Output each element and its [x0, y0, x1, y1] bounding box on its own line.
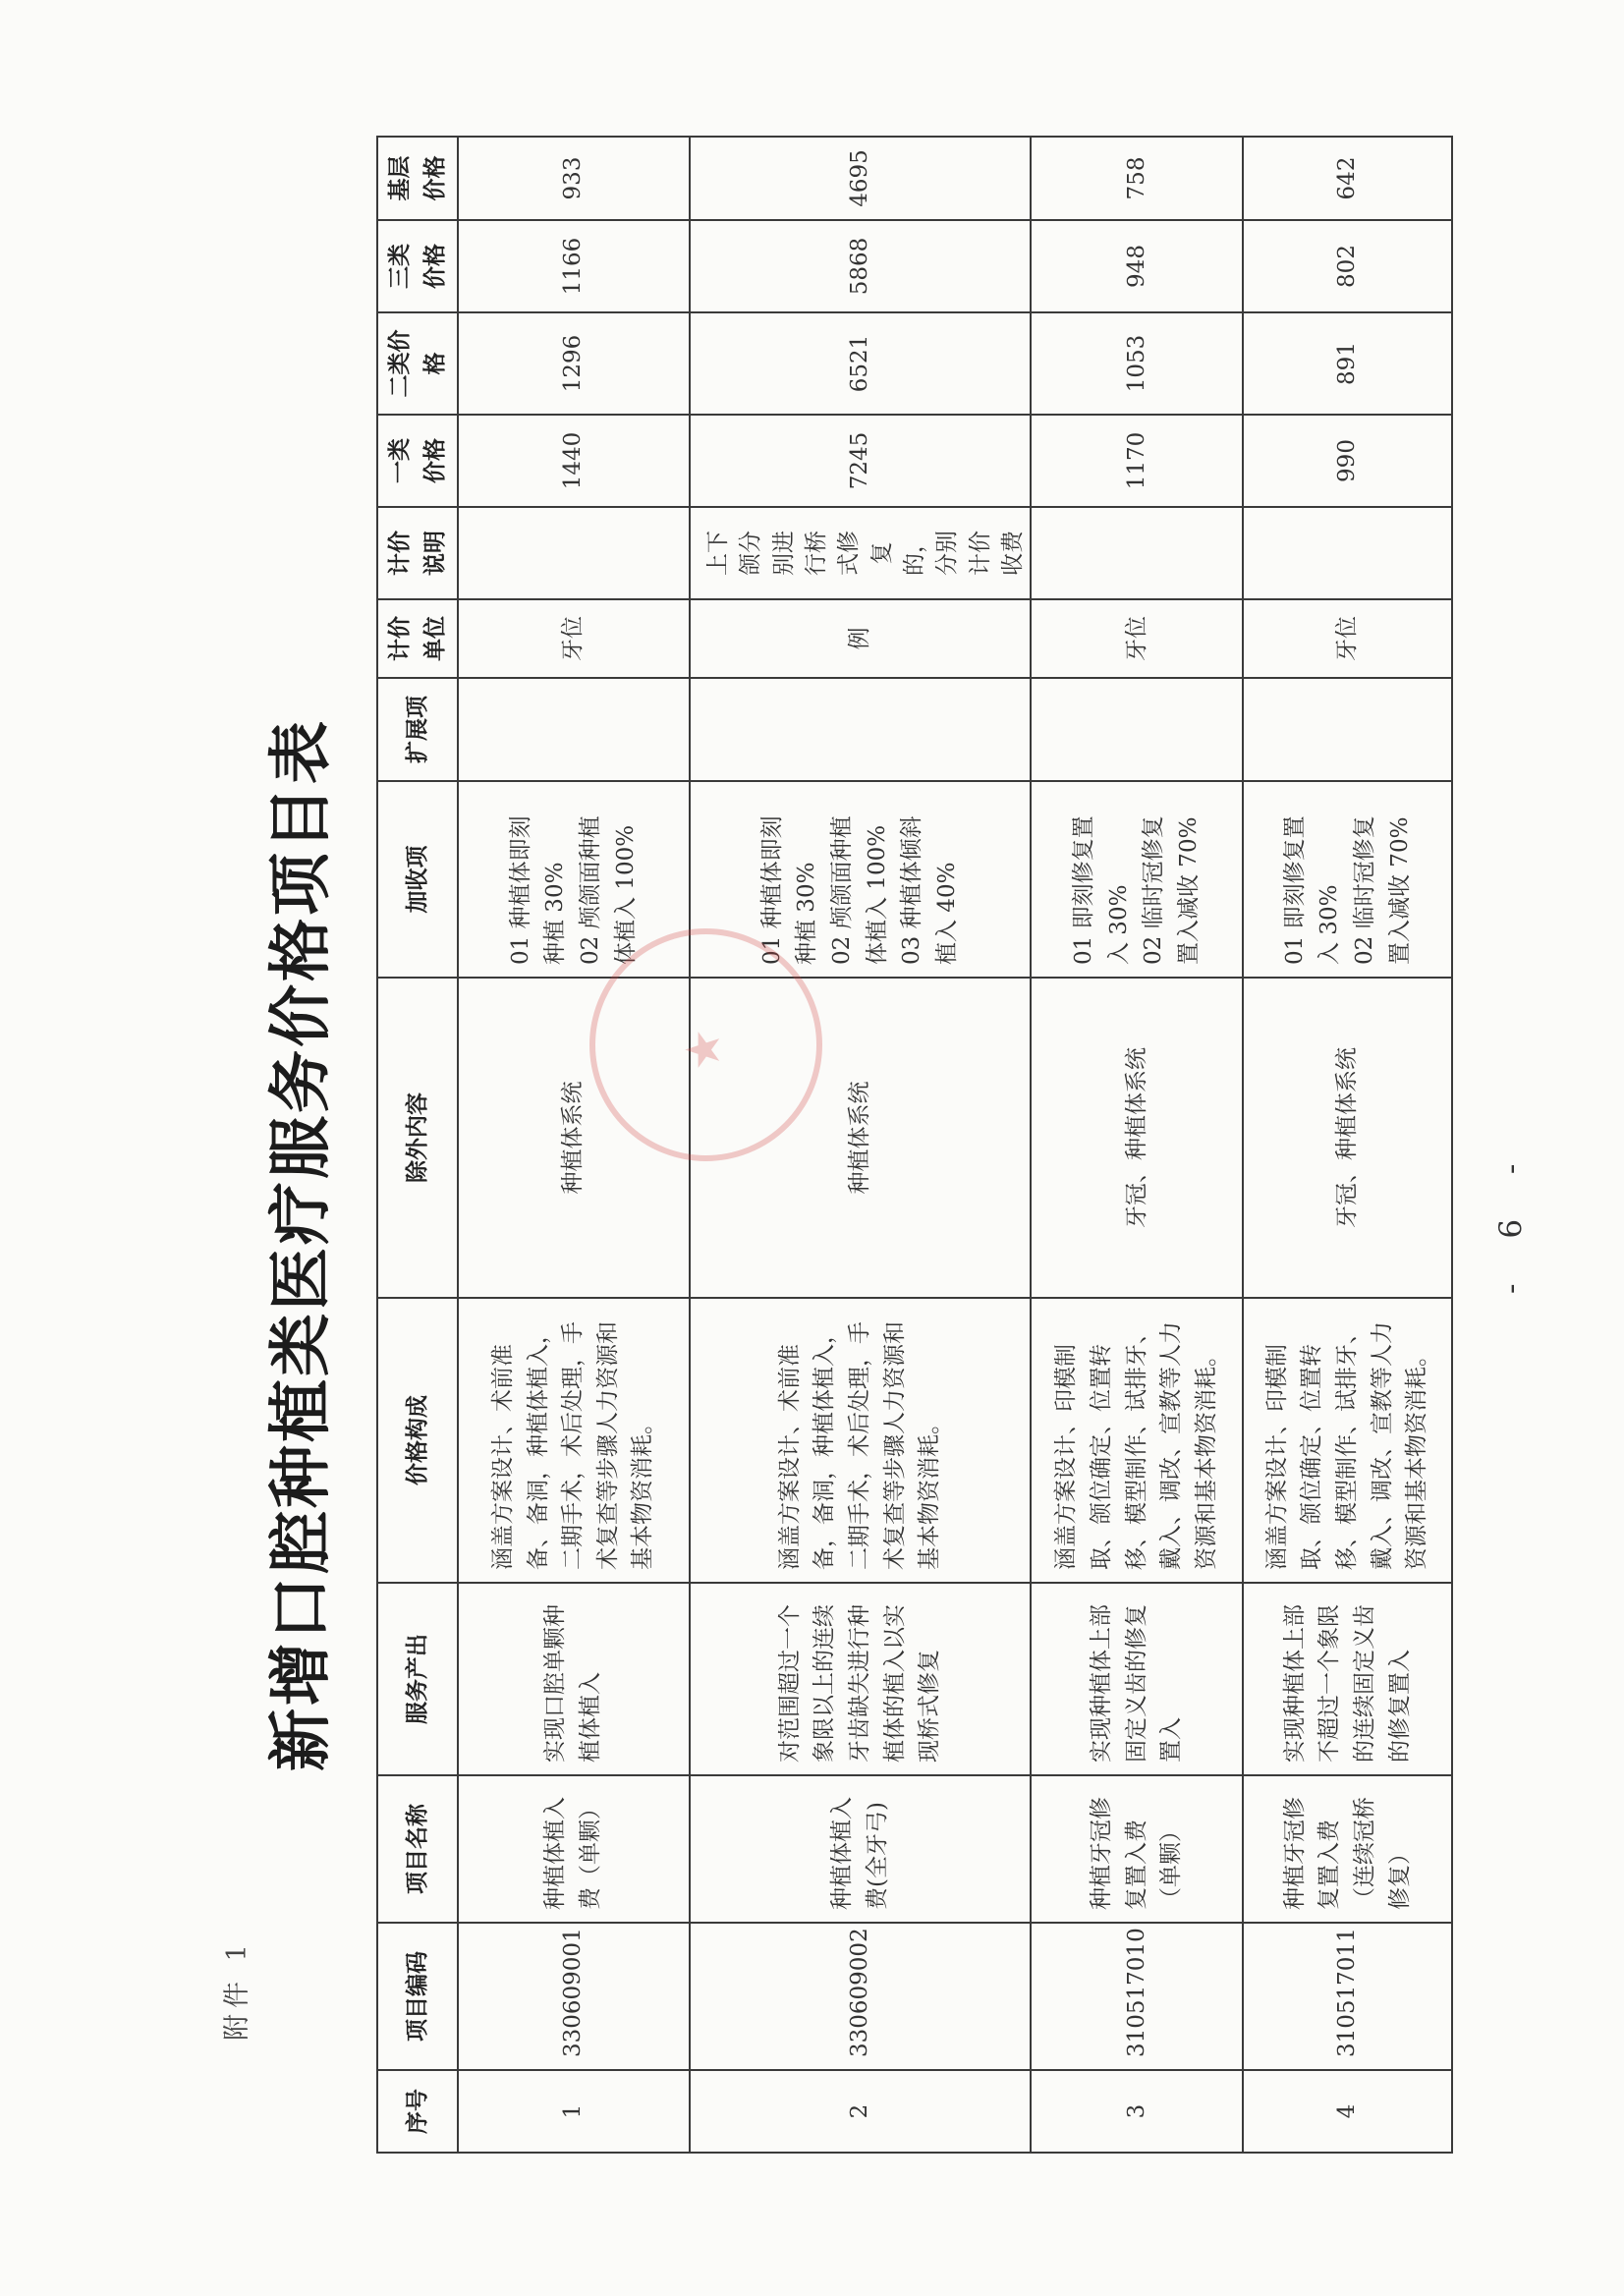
- cell-price-class3: 802: [1243, 220, 1452, 312]
- cell-surcharge: 01 种植体即刻种植 30% 02 颅颌面种植体植入 100% 03 种植体倾斜植入 40%: [690, 781, 1031, 978]
- price-items-table: [376, 136, 1453, 2154]
- cell-explanation: [458, 507, 690, 599]
- cell-code: 310517010: [1031, 1923, 1243, 2070]
- cell-surcharge: 01 种植体即刻种植 30% 02 颅颌面种植体植入 100%: [458, 781, 690, 978]
- cell-seq: 1: [458, 2070, 690, 2153]
- cell-price-class2: 6521: [690, 312, 1031, 415]
- header-price-class3: 三类价格: [377, 220, 458, 312]
- cell-exclusions: 种植体系统: [458, 978, 690, 1298]
- cell-seq: 4: [1243, 2070, 1452, 2153]
- cell-code: 330609002: [690, 1923, 1031, 2070]
- cell-explanation: 上下颌分别进行桥式修复的，分别计价收费: [690, 507, 1031, 599]
- cell-price-class1: 1440: [458, 415, 690, 507]
- cell-price-class3: 5868: [690, 220, 1031, 312]
- cell-code: 310517011: [1243, 1923, 1452, 2070]
- table-header-row: [377, 137, 458, 2153]
- header-price-class1: 一类价格: [377, 415, 458, 507]
- cell-code: 330609001: [458, 1923, 690, 2070]
- cell-exclusions: 种植体系统: [690, 978, 1031, 1298]
- page-title: 新增口腔种植类医疗服务价格项目表: [264, 718, 338, 1771]
- cell-composition: 涵盖方案设计、印模制取、颌位确定、位置转移、模型制作、试排牙、戴入、调改、宣教等人力资源和基本物资消耗。: [1243, 1298, 1452, 1583]
- cell-price-basic: 758: [1031, 137, 1243, 220]
- seal-star-icon: ★: [676, 1028, 731, 1071]
- page-number: - 6 -: [1493, 1146, 1529, 1294]
- cell-surcharge: 01 即刻修复置入 30% 02 临时冠修复置入减收 70%: [1243, 781, 1452, 978]
- cell-extension: [1243, 678, 1452, 781]
- cell-price-class2: 891: [1243, 312, 1452, 415]
- table-row: [1243, 137, 1452, 2153]
- cell-unit: 牙位: [1031, 599, 1243, 678]
- cell-output: 实现口腔单颗种植体植入: [458, 1583, 690, 1775]
- header-surcharge: 加收项: [377, 781, 458, 978]
- header-code: 项目编码: [377, 1923, 458, 2070]
- cell-extension: [458, 678, 690, 781]
- header-composition: 价格构成: [377, 1298, 458, 1583]
- cell-unit: 牙位: [1243, 599, 1452, 678]
- header-extension: 扩展项: [377, 678, 458, 781]
- cell-output: 实现种植体上部固定义齿的修复置入: [1031, 1583, 1243, 1775]
- cell-price-basic: 933: [458, 137, 690, 220]
- cell-price-class3: 1166: [458, 220, 690, 312]
- cell-exclusions: 牙冠、种植体系统: [1031, 978, 1243, 1298]
- cell-name: 种植体植入费(全牙弓): [690, 1775, 1031, 1923]
- cell-name: 种植体植入费（单颗）: [458, 1775, 690, 1923]
- header-explanation: 计价说明: [377, 507, 458, 599]
- cell-output: 实现种植体上部不超过一个象限的连续固定义齿的修复置入: [1243, 1583, 1452, 1775]
- cell-price-class2: 1053: [1031, 312, 1243, 415]
- header-unit: 计价单位: [377, 599, 458, 678]
- cell-explanation: [1243, 507, 1452, 599]
- cell-composition: 涵盖方案设计、印模制取、颌位确定、位置转移、模型制作、试排牙、戴入、调改、宣教等人力资源和基本物资消耗。: [1031, 1298, 1243, 1583]
- cell-price-class1: 7245: [690, 415, 1031, 507]
- cell-composition: 涵盖方案设计、术前准备，备洞，种植体植入，二期手术，术后处理，手术复查等步骤人力资源和基本物资消耗。: [690, 1298, 1031, 1583]
- header-price-class2: 二类价格: [377, 312, 458, 415]
- cell-extension: [690, 678, 1031, 781]
- table-row: [458, 137, 690, 2153]
- header-exclusions: 除外内容: [377, 978, 458, 1298]
- cell-seq: 2: [690, 2070, 1031, 2153]
- cell-price-basic: 4695: [690, 137, 1031, 220]
- cell-price-class1: 990: [1243, 415, 1452, 507]
- header-price-basic: 基层价格: [377, 137, 458, 220]
- cell-explanation: [1031, 507, 1243, 599]
- cell-price-class1: 1170: [1031, 415, 1243, 507]
- cell-unit: 牙位: [458, 599, 690, 678]
- header-name: 项目名称: [377, 1775, 458, 1923]
- table-row: [690, 137, 1031, 2153]
- table-row: [1031, 137, 1243, 2153]
- cell-name: 种植牙冠修复置入费（单颗）: [1031, 1775, 1243, 1923]
- cell-price-basic: 642: [1243, 137, 1452, 220]
- cell-exclusions: 牙冠、种植体系统: [1243, 978, 1452, 1298]
- cell-price-class3: 948: [1031, 220, 1243, 312]
- cell-price-class2: 1296: [458, 312, 690, 415]
- cell-name: 种植牙冠修复置入费（连续冠桥修复）: [1243, 1775, 1452, 1923]
- cell-seq: 3: [1031, 2070, 1243, 2153]
- cell-unit: 例: [690, 599, 1031, 678]
- header-output: 服务产出: [377, 1583, 458, 1775]
- cell-output: 对范围超过一个象限以上的连续牙齿缺失进行种植体的植入以实现桥式修复: [690, 1583, 1031, 1775]
- annex-label: 附件 1: [222, 1938, 252, 2041]
- header-seq: 序号: [377, 2070, 458, 2153]
- cell-surcharge: 01 即刻修复置入 30% 02 临时冠修复置入减收 70%: [1031, 781, 1243, 978]
- cell-composition: 涵盖方案设计、术前准备、备洞，种植体植入，二期手术，术后处理，手术复查等步骤人力资源和基本物资消耗。: [458, 1298, 690, 1583]
- cell-extension: [1031, 678, 1243, 781]
